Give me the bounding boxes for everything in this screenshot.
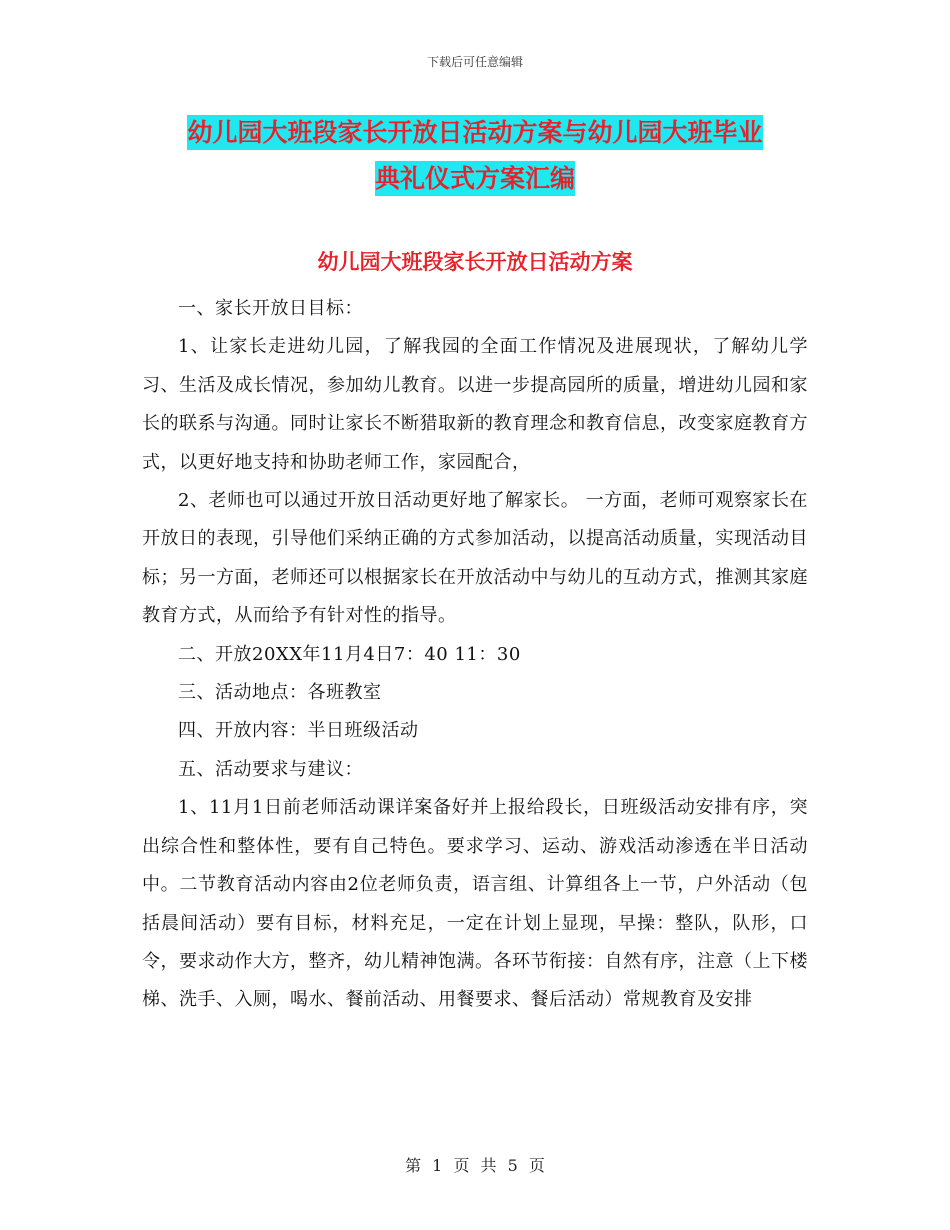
document-body: [142, 290, 808, 1020]
document-title: [140, 110, 810, 202]
paragraph-goals-heading: 一、家长开放日目标：: [178, 298, 363, 319]
paragraph-goal-2: 2、老师也可以通过开放日活动更好地了解家长。 一方面，老师可观察家长在开放日的表现，引导他们采纳正确的方式参加活动，以提高活动质量，实现活动目标；另一方面，老师还可以根据家长在开放活动中与幼儿的互动方式，推测其家庭教育方式，从而给予有针对性的指导。: [142, 490, 808, 627]
paragraph-requirements-heading: 五、活动要求与建议：: [178, 758, 363, 780]
paragraph-content: 四、开放内容：半日班级活动: [178, 720, 419, 742]
paragraph-goal-1: 1、让家长走进幼儿园，了解我园的全面工作情况及进展现状，了解幼儿学习、生活及成长情况，参加幼儿教育。以进一步提高园所的质量，增进幼儿园和家长的联系与沟通。同时让家长不断猎取新的教育理念和教育信息，改变家庭教育方式，以更好地支持和协助老师工作，家园配合，: [142, 336, 808, 473]
page-header: 下载后可任意编辑: [426, 55, 523, 69]
page-footer: 第 1 页 共 5 页: [405, 1156, 545, 1175]
document-title-line-2: 典礼仪式方案汇编: [375, 161, 575, 196]
section-title: 幼儿园大班段家长开放日活动方案: [317, 250, 633, 274]
document-title-line-1: 幼儿园大班段家长开放日活动方案与幼儿园大班毕业: [187, 115, 762, 150]
paragraph-open-time: 二、开放20XX年11月4日7：40 11：30: [178, 643, 521, 665]
paragraph-location: 三、活动地点：各班教室: [178, 682, 382, 704]
paragraph-requirement-1: 1、11月1日前老师活动课详案备好并上报给段长，日班级活动安排有序，突出综合性和整体性，要有自己特色。要求学习、运动、游戏活动渗透在半日活动中。二节教育活动内容由2位老师负责，语言组、计算组各上一节，户外活动（包括晨间活动）要有目标，材料充足，一定在计划上显现，早操：整队，队形，口令，要求动作大方，整齐，幼儿精神饱满。各环节衔接：自然有序，注意（上下楼梯、洗手、入厕，喝水、餐前活动、用餐要求、餐后活动）常规教育及安排: [142, 797, 808, 1011]
